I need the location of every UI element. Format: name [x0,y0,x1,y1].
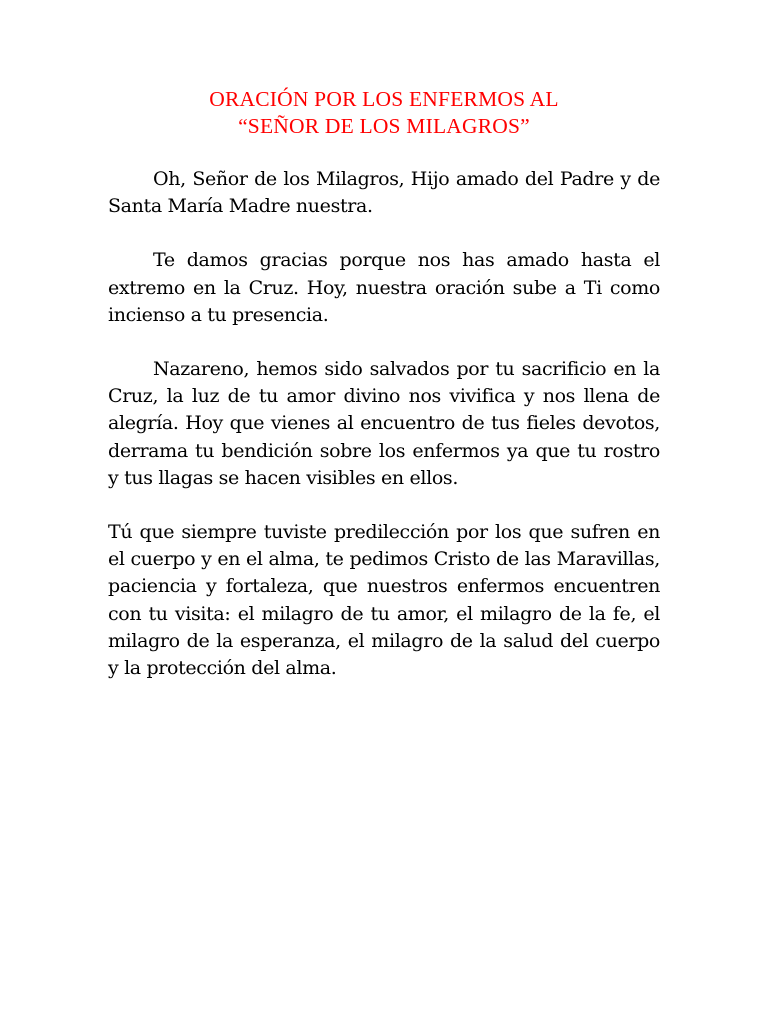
prayer-body [108,166,660,682]
paragraph-nazareno: Nazareno, hemos sido salvados por tu sacrificio en la Cruz, la luz de tu amor divino nos vivifica y nos llena de alegría. Hoy que vienes al encuentro de tus fieles devotos, derrama tu bendición sobre los enfermos ya que tu rostro y tus llagas se hacen visibles en ellos. [108,358,660,489]
paragraph-petition: Tú que siempre tuviste predilección por los que sufren en el cuerpo y en el alma, te pedimos Cristo de las Maravillas, paciencia y fortaleza, que nuestros enfermos encuentren con tu visita: el milagro de tu amor, el milagro de la fe, el milagro de la esperanza, el milagro de la salud del cuerpo y la protección del alma. [108,521,660,680]
paragraph-invocation: Oh, Señor de los Milagros, Hijo amado del Padre y de Santa María Madre nuestra. [108,168,660,218]
title-line-2: “SEÑOR DE LOS MILAGROS” [238,114,530,138]
paragraph-thanksgiving: Te damos gracias porque nos has amado hasta el extremo en la Cruz. Hoy, nuestra oración sube a Ti como incienso a tu presencia. [108,249,660,326]
document-title [108,86,660,140]
title-line-1: ORACIÓN POR LOS ENFERMOS AL [209,87,559,111]
